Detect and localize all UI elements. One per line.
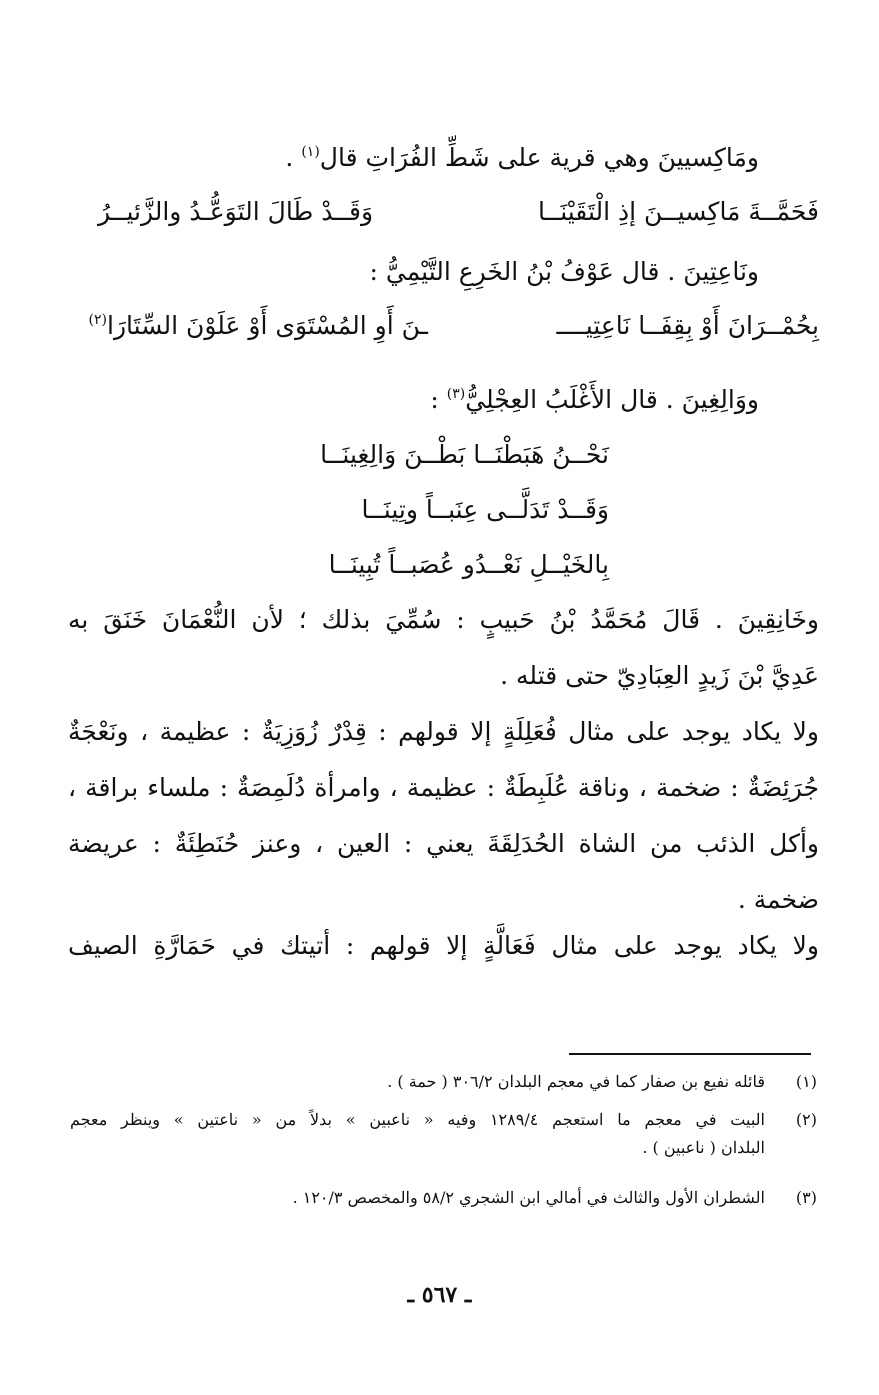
footnote-number: (١) bbox=[795, 1072, 817, 1091]
footnote-text-continued: البلدان ( ناعبين ) . bbox=[642, 1138, 765, 1157]
footnote-number: (٣) bbox=[795, 1188, 817, 1207]
verse-first-hemistich: فَحَمَّــةَ مَاكِسيــنَ إذِ الْتَقَيْنَــا bbox=[537, 197, 819, 226]
text-line: جُرَئِضَةٌ : ضخمة ، وناقة عُلَبِطَةٌ : عظيمة ، وامرأة دُلَمِصَةٌ : ملساء براقة ، bbox=[68, 773, 819, 802]
verse-second-hemistich: وَقَــدْ طَالَ التَوَعُّـدُ والزَّئيــرُ bbox=[98, 197, 374, 226]
text-line: ونَاعِتِينَ . قال عَوْفُ بْنُ الخَرِعِ التَّيْمِيُّ : bbox=[369, 257, 759, 286]
footnote-text: الشطران الأول والثالث في أمالي ابن الشجري ٥٨/٢ والمخصص ١٢٠/٣ . bbox=[292, 1188, 765, 1207]
verse-first-hemistich: بِحُمْــرَانَ أَوْ بِقِفَــا نَاعِتِيــــ bbox=[556, 311, 819, 340]
footnote-ref: (٢) bbox=[88, 312, 108, 328]
rajaz-line: بِالخَيْــلِ نَعْــدُو عُصَبــاً تُبِينَــا bbox=[328, 550, 609, 579]
text-line: ضخمة . bbox=[737, 885, 819, 914]
text-line: ومَاكِسيينَ وهي قرية على شَطِّ الفُرَاتِ قال$^{(١)}$ . bbox=[285, 143, 759, 172]
text-line: وأكل الذئب من الشاة الحُدَلِقَةَ يعني : العين ، وعنز حُنَطِئَةٌ : عريضة bbox=[68, 829, 819, 858]
text-line: ووَالِغِينَ . قال الأَغْلَبُ العِجْلِيُّ$^{(٣)}$ : bbox=[430, 385, 759, 414]
rajaz-line: نَحْــنُ هَبَطْنَــا بَطْــنَ وَالِغِينَــا bbox=[320, 440, 609, 469]
footnote-text: قائله نفيع بن صفار كما في معجم البلدان ٣٠٦/٢ ( حمة ) . bbox=[387, 1072, 765, 1091]
footnote bbox=[70, 1068, 817, 1096]
text-line: عَدِيَّ بْنَ زَيدٍ العِبَادِيّ حتى قتله . bbox=[500, 661, 819, 690]
text-line: ولا يكاد يوجد على مثال فُعَلِلَةٍ إلا قولهم : قِدْرٌ زُوَزِيَةٌ : عظيمة ، ونَعْجَةٌ bbox=[68, 717, 819, 746]
footnote-separator bbox=[569, 1053, 811, 1055]
verse-second-hemistich: ـنَ أَوِ المُسْتَوَى أَوْ عَلَوْنَ السِّتَارَا$^{(٢)}$ bbox=[88, 311, 428, 340]
footnote bbox=[70, 1106, 817, 1162]
footnote-ref: (١) bbox=[301, 144, 320, 160]
footnote bbox=[70, 1184, 817, 1212]
footnote-ref: (٣) bbox=[446, 386, 466, 402]
text-line: ولا يكاد يوجد على مثال فَعَالَّةٍ إلا قولهم : أتيتك في حَمَارَّةِ الصيف bbox=[68, 931, 819, 960]
rajaz-line: وَقَــدْ تَدَلَّــى عِنَبــاً وتِينَــا bbox=[361, 495, 609, 524]
text-line: وخَانِقِينَ . قَالَ مُحَمَّدُ بْنُ حَبيبٍ : سُمِّيَ بذلك ؛ لأن النُّعْمَانَ خَنَقَ به bbox=[68, 605, 819, 634]
footnote-number: (٢) bbox=[795, 1110, 817, 1129]
page-number: ـ ٥٦٧ ـ bbox=[407, 1282, 472, 1308]
footnote-text: البيت في معجم ما استعجم ١٢٨٩/٤ وفيه « ناعبين » بدلاً من « ناعتين » وينظر معجم bbox=[70, 1110, 765, 1129]
